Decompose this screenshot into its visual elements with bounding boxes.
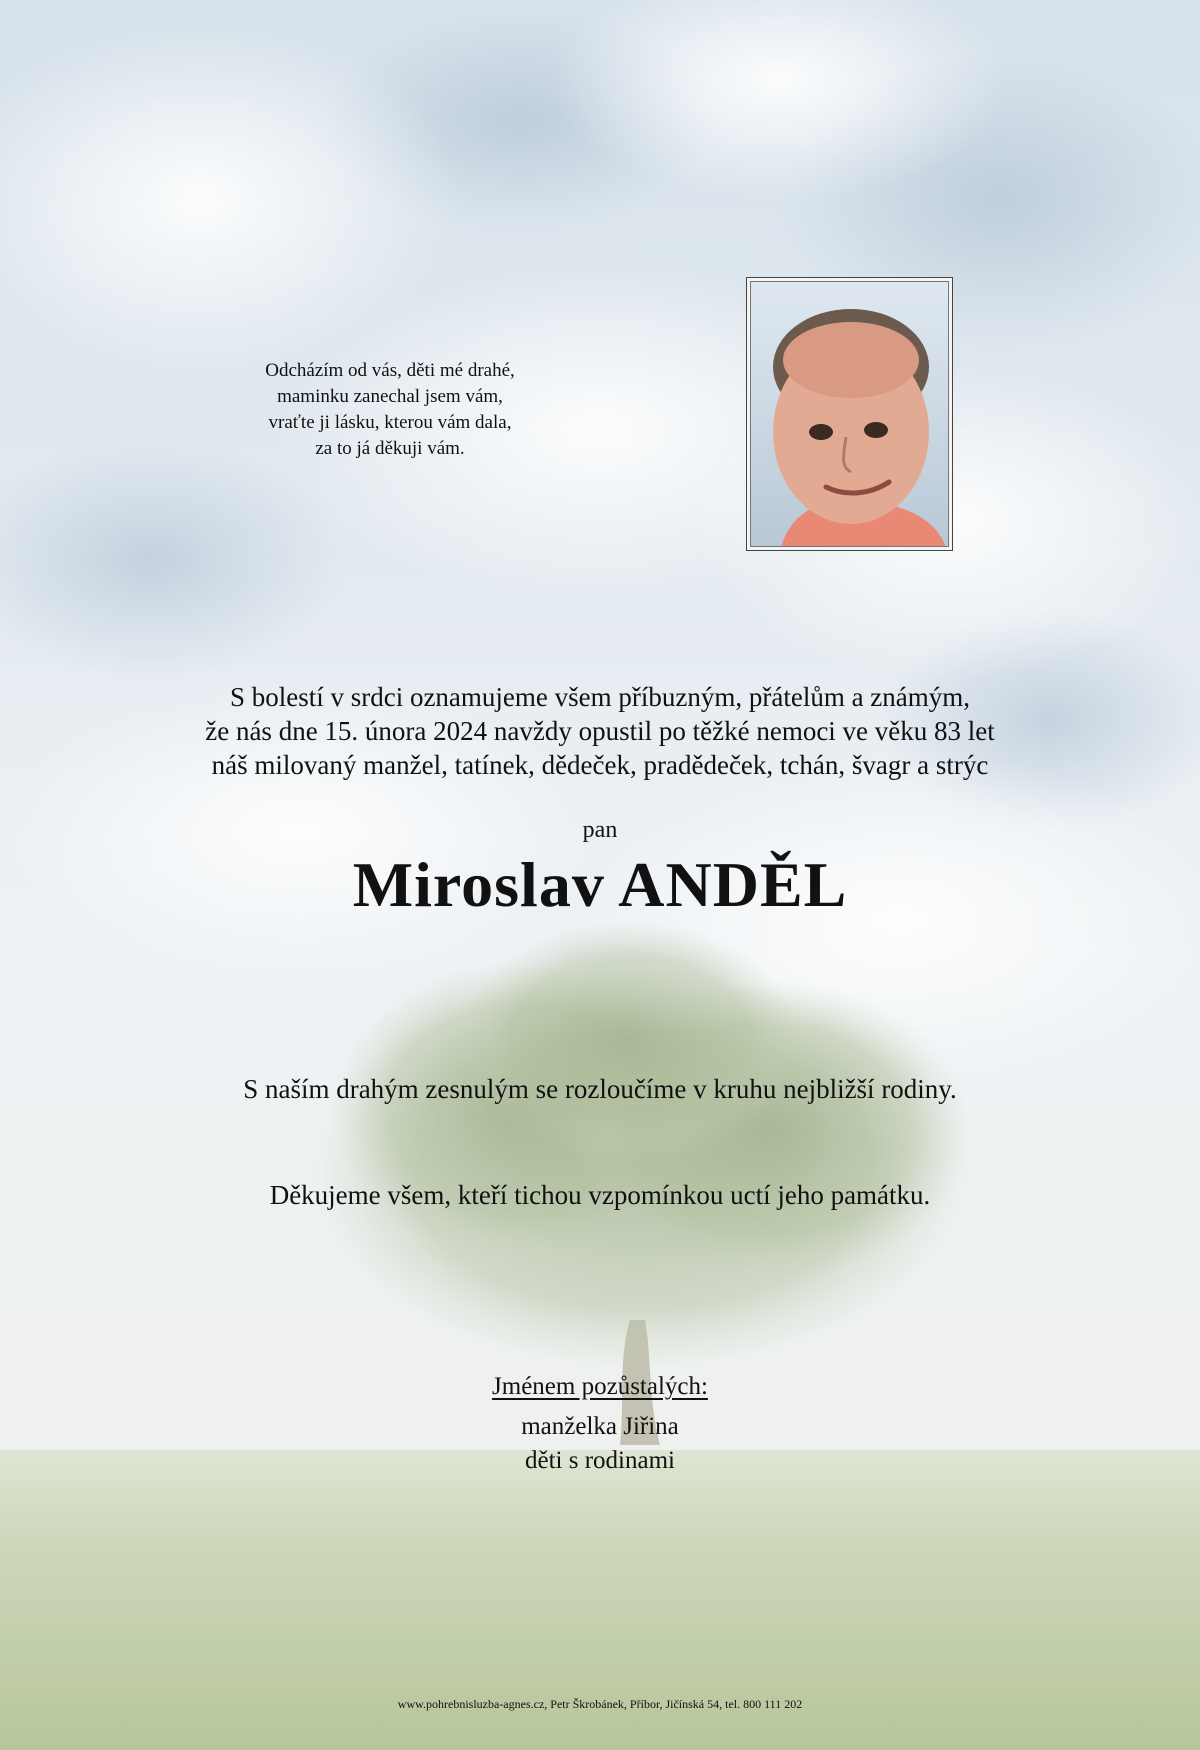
portrait-image xyxy=(751,282,949,547)
poem-line: maminku zanechal jsem vám, xyxy=(277,386,503,407)
poem-line: Odcházím od vás, děti mé drahé, xyxy=(265,360,515,381)
announcement-line: S bolestí v srdci oznamujeme všem příbuzným, přátelům a známým, xyxy=(229,682,971,712)
portrait-photo xyxy=(746,277,953,551)
signature-line: děti s rodinami xyxy=(525,1447,675,1474)
announcement-line: náš milovaný manžel, tatínek, dědeček, pradědeček, tchán, švagr a strýc xyxy=(211,750,989,780)
announcement-line: že nás dne 15. února 2024 navždy opustil po těžké nemoci ve věku 83 let xyxy=(205,716,995,746)
poem xyxy=(240,358,540,462)
footer-contact: www.pohrebnisluzba-agnes.cz, Petr Škrobánek, Příbor, Jičínská 54, tel. 800 111 202 xyxy=(397,1697,803,1711)
poem-line: vraťte ji lásku, kterou vám dala, xyxy=(268,412,512,433)
poem-line: za to já děkuji vám. xyxy=(315,438,465,459)
announcement xyxy=(0,680,1200,782)
signature-line: manželka Jiřina xyxy=(521,1413,679,1440)
honorific: pan xyxy=(582,817,618,843)
signature-label xyxy=(0,1373,1200,1401)
farewell-text: S naším drahým zesnulým se rozloučíme v kruhu nejbližší rodiny. xyxy=(243,1074,957,1104)
signature-label-text: Jménem pozůstalých: xyxy=(492,1373,708,1400)
thanks-text: Děkujeme všem, kteří tichou vzpomínkou uctí jeho památku. xyxy=(269,1180,931,1210)
deceased-name: Miroslav ANDĚL xyxy=(352,849,848,920)
